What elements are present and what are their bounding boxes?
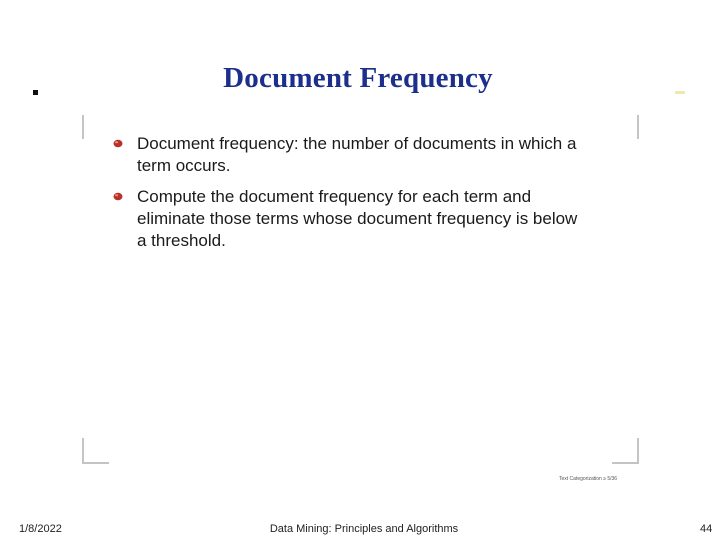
embedded-slide-reference: Text Categorization ≥ 5/36 bbox=[559, 476, 618, 482]
bullet-item bbox=[112, 133, 582, 177]
page-number: 44 bbox=[700, 523, 713, 535]
footer-date: 1/8/2022 bbox=[19, 523, 62, 535]
frame-line bbox=[82, 462, 109, 464]
frame-line bbox=[612, 462, 639, 464]
slide-title: Document Frequency bbox=[223, 62, 493, 94]
bullet-item bbox=[112, 186, 582, 252]
red-bullet-icon bbox=[113, 192, 123, 201]
frame-line bbox=[637, 115, 639, 139]
frame-line bbox=[82, 438, 84, 463]
bullet-text: Document frequency: the number of documents in which a term occurs. bbox=[137, 134, 577, 175]
footer-title: Data Mining: Principles and Algorithms bbox=[269, 523, 459, 535]
bullet-text: Compute the document frequency for each term and eliminate those terms whose document frequency is below a threshold. bbox=[137, 187, 578, 250]
frame-line bbox=[637, 438, 639, 463]
frame-line bbox=[82, 115, 84, 139]
red-bullet-icon bbox=[113, 139, 123, 148]
bullet-list bbox=[112, 133, 582, 261]
